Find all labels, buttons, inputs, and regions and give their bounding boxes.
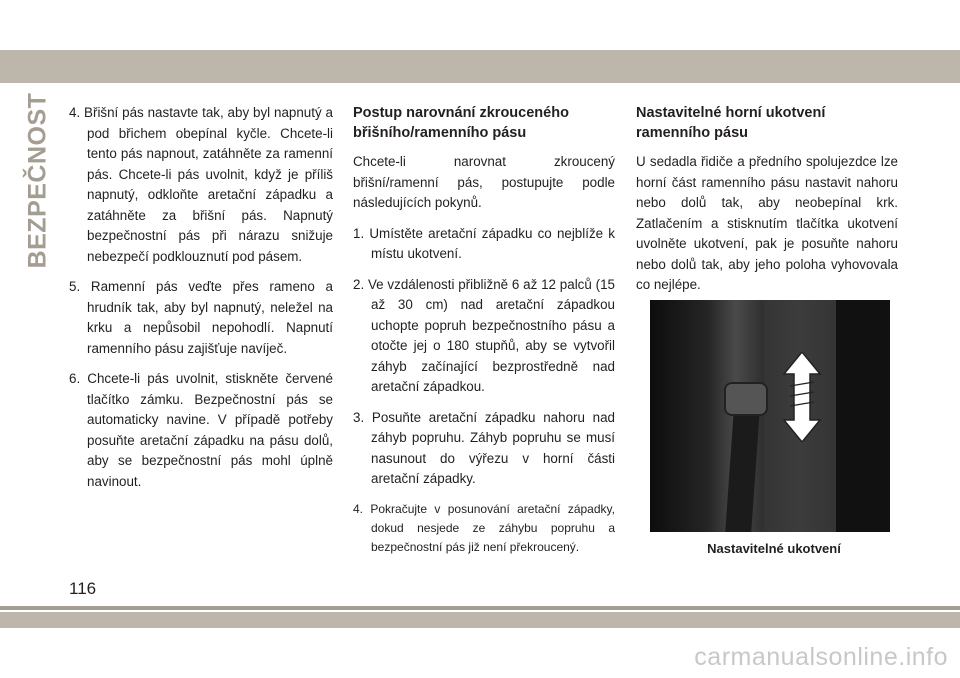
list-item: 1. Umístěte aretační západku co nejblíže k místu ukotvení. [353, 225, 615, 261]
list-item: 4. Pokračujte v posunování aretační západky, dokud nesjede ze záhybu popruhu a bezpečnostní pás již není překroucený. [353, 501, 615, 554]
page-number: 116 [69, 579, 97, 598]
anchor-photo [650, 300, 890, 532]
footer-rule [0, 606, 960, 610]
list-item: 5. Ramenní pás veďte přes rameno a hrudník tak, aby byl napnutý, neležel na krku a nepůsobil nepohodlí. Napnutí ramenního pásu zajišťuje navíječ. [69, 279, 333, 356]
section-tab-label: BEZPEČNOST [23, 92, 52, 269]
footer-band [0, 612, 960, 628]
section-heading: Nastavitelné horní ukotvení ramenního pásu [636, 105, 826, 141]
intro-paragraph: Chcete-li narovnat zkroucený břišní/ramenní pás, postupujte podle následujících pokynů. [353, 154, 615, 210]
list-item: 2. Ve vzdálenosti přibližně 6 až 12 palců (15 až 30 cm) nad aretační západkou uchopte popruh bezpečnostního pásu a otočte jej o 180 stupňů, aby se vytvořil záhyb začínající bezprostředně nad aretační západkou. [353, 276, 615, 394]
watermark: carmanualsonline.info [694, 643, 948, 671]
figure-caption: Nastavitelné ukotvení [707, 540, 841, 556]
body-paragraph: U sedadla řidiče a předního spolujezdce lze horní část ramenního pásu nastavit nahoru nebo dolů tak, aby neobepínal krk. Zatlačením a stisknutím tlačítka ukotvení uvolněte ukotvení, pak je posuňte nahoru nebo dolů tak, aby jeho poloha vyhovovala co nejlépe. [636, 154, 898, 292]
list-item: 4. Břišní pás nastavte tak, aby byl napnutý a pod břichem obepínal kyčle. Chcete-li tento pás napnout, zatáhněte za ramenní pás. Chcete-li pás uvolnit, když je příliš napnutý, odkloňte aretační západku a zatáhněte za břišní pás. Napnutý bezpečnostní pás při nárazu snižuje nebezpečí podklouznutí pod pásem. [69, 105, 333, 264]
header-band [0, 50, 960, 83]
list-item: 3. Posuňte aretační západku nahoru nad záhyb popruhu. Záhyb popruhu se musí nasunout do výřezu v horní části aretační západky. [353, 409, 615, 486]
list-item: 6. Chcete-li pás uvolnit, stiskněte červené tlačítko zámku. Bezpečnostní pás se automaticky navine. V případě potřeby posuňte aretační západku na pásu dolů, aby se bezpečnostní pás mohl úplně navinout. [69, 371, 333, 489]
left-column [69, 103, 333, 502]
right-column [636, 103, 898, 559]
middle-column [353, 103, 615, 567]
up-down-arrow-icon [782, 352, 822, 442]
section-heading: Postup narovnání zkrouceného břišního/ramenního pásu [353, 105, 569, 141]
belt-anchor [724, 382, 768, 416]
section-tab [20, 92, 56, 269]
